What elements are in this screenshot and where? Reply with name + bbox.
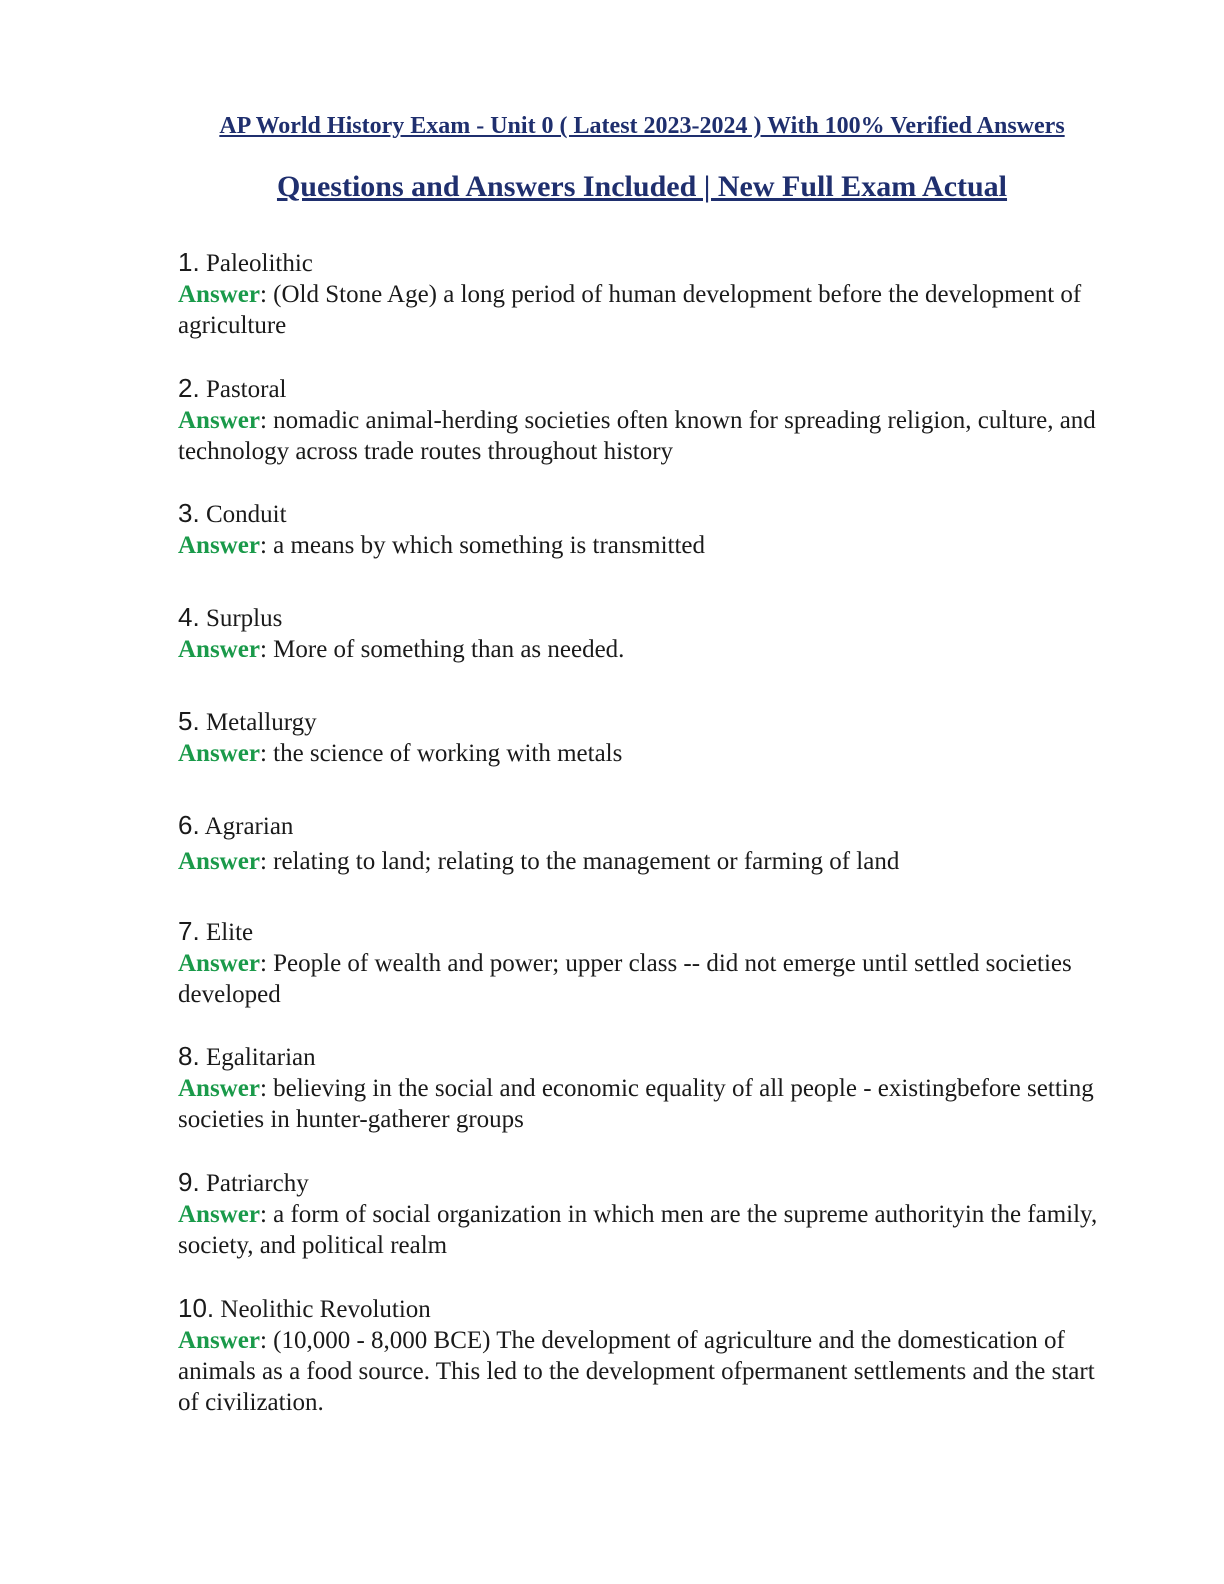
answer-label: Answer <box>178 636 260 663</box>
question-item: 2. Pastoral Answer: nomadic animal-herding societies often known for spreading religion, culture, and technology across trade routes throughout history <box>178 373 1096 465</box>
question-term: Pastoral <box>205 376 287 403</box>
answer-label: Answer <box>178 848 260 875</box>
question-term: Paleolithic <box>205 250 313 277</box>
answer-label: Answer <box>178 1075 260 1102</box>
question-item: 5. Metallurgy Answer: the science of working with metals <box>178 706 623 767</box>
question-item: 8. Egalitarian Answer: believing in the social and economic equality of all people - existingbefore setting societies in hunter-gatherer groups <box>178 1041 1094 1133</box>
question-term: Metallurgy <box>205 709 317 736</box>
answer-text: (Old Stone Age) a long period of human development before the development of agriculture <box>178 281 1082 339</box>
question-item: 10. Neolithic Revolution Answer: (10,000 - 8,000 BCE) The development of agriculture and the domestication of animals as a food source. This led to the development ofpermanent settlements and the start of civilization. <box>178 1293 1095 1416</box>
question-term: Conduit <box>205 501 287 528</box>
answer-text: relating to land; relating to the management or farming of land <box>273 848 900 875</box>
question-item: 1. Paleolithic Answer: (Old Stone Age) a long period of human development before the development of agriculture <box>178 247 1082 339</box>
question-number: 3 <box>178 498 193 528</box>
answer-text: People of wealth and power; upper class -- did not emerge until settled societies developed <box>178 950 1072 1008</box>
question-number: 5 <box>178 706 193 736</box>
answer-label: Answer <box>178 1327 260 1354</box>
answer-label: Answer <box>178 950 260 977</box>
question-item: 6. Agrarian Answer: relating to land; relating to the management or farming of land <box>178 810 900 875</box>
question-item: 9. Patriarchy Answer: a form of social organization in which men are the supreme authorityin the family, society, and political realm <box>178 1167 1098 1259</box>
question-term: Elite <box>205 919 254 946</box>
answer-label: Answer <box>178 532 260 559</box>
answer-label: Answer <box>178 1201 260 1228</box>
question-item: 7. Elite Answer: People of wealth and power; upper class -- did not emerge until settled societies developed <box>178 916 1072 1008</box>
question-number: 8 <box>178 1041 193 1071</box>
question-item: 3. Conduit Answer: a means by which something is transmitted <box>178 498 706 559</box>
document-title: AP World History Exam - Unit 0 ( Latest 2023-2024 ) With 100% Verified Answers <box>219 113 1065 139</box>
answer-text: a means by which something is transmitted <box>273 532 706 559</box>
question-number: 1 <box>178 247 193 277</box>
question-term: Egalitarian <box>205 1044 316 1071</box>
question-term: Surplus <box>205 605 283 632</box>
answer-text: a form of social organization in which men are the supreme authorityin the family, society, and political realm <box>178 1201 1098 1259</box>
answer-text: nomadic animal-herding societies often known for spreading religion, culture, and technology across trade routes throughout history <box>178 407 1096 465</box>
answer-text: (10,000 - 8,000 BCE) The development of agriculture and the domestication of animals as a food source. This led to the development ofpermanent settlements and the start of civilization. <box>178 1327 1095 1416</box>
question-number: 10 <box>178 1293 207 1323</box>
answer-label: Answer <box>178 407 260 434</box>
answer-label: Answer <box>178 740 260 767</box>
answer-text: More of something than as needed. <box>273 636 625 663</box>
question-number: 7 <box>178 916 193 946</box>
question-number: 6 <box>178 810 193 840</box>
answer-text: believing in the social and economic equality of all people - existingbefore setting societies in hunter-gatherer groups <box>178 1075 1094 1133</box>
answer-label: Answer <box>178 281 260 308</box>
question-term: Agrarian <box>204 813 294 840</box>
answer-text: the science of working with metals <box>273 740 623 767</box>
question-item: 4. Surplus Answer: More of something than as needed. <box>178 602 625 663</box>
document-subtitle: Questions and Answers Included | New Full Exam Actual <box>276 170 1008 203</box>
question-number: 4 <box>178 602 193 632</box>
question-number: 9 <box>178 1167 193 1197</box>
question-term: Neolithic Revolution <box>220 1296 431 1323</box>
question-number: 2 <box>178 373 193 403</box>
question-term: Patriarchy <box>205 1170 309 1197</box>
